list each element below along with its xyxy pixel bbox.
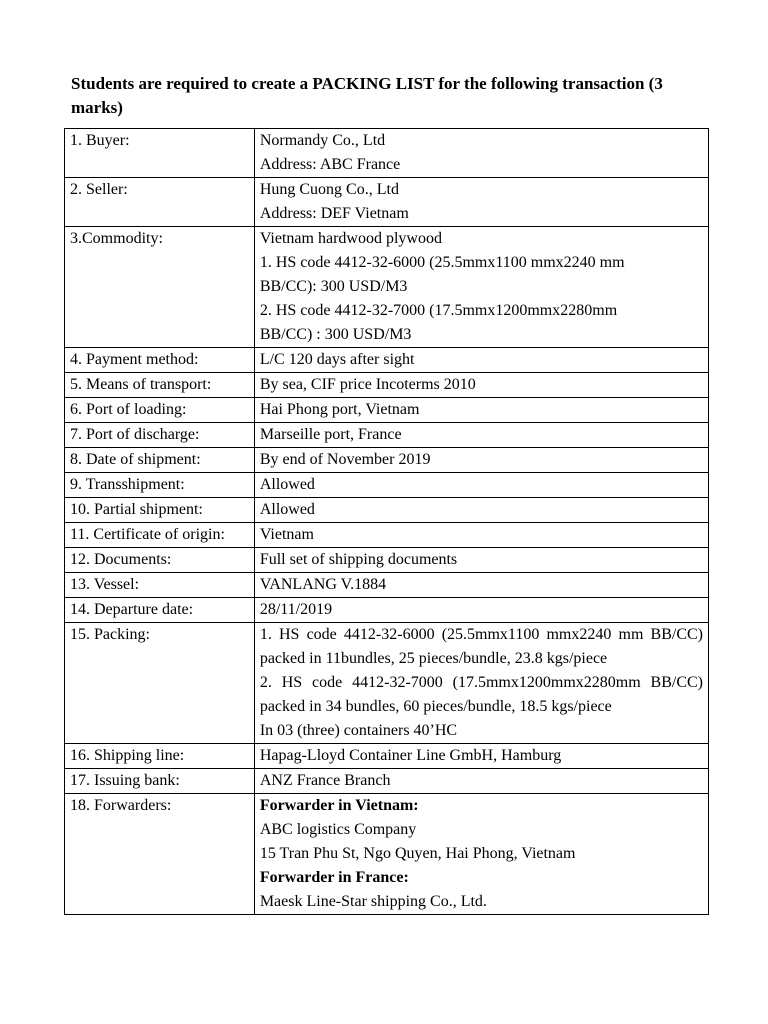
buyer-label: 1. Buyer:: [65, 129, 255, 178]
payment-label: 4. Payment method:: [65, 348, 255, 373]
departure-value: 28/11/2019: [254, 598, 708, 623]
forwarder-vietnam-address: 15 Tran Phu St, Ngo Quyen, Hai Phong, Vietnam: [259, 845, 576, 862]
assignment-heading: Students are required to create a PACKING LIST for the following transaction (3 marks): [71, 74, 663, 117]
forwarders-value: [254, 794, 708, 915]
loading-value: Hai Phong port, Vietnam: [254, 398, 708, 423]
table-row-departure: [65, 598, 709, 623]
commodity-item1-line1: 1. HS code 4412-32-6000 (25.5mmx1100 mmx2240 mm: [259, 254, 625, 271]
discharge-value: Marseille port, France: [254, 423, 708, 448]
table-row-shipment-date: [65, 448, 709, 473]
packing-item1: 1. HS code 4412-32-6000 (25.5mmx1100 mmx2240 mm BB/CC) packed in 11bundles, 25 pieces/bundle, 23.8 kgs/piece: [259, 626, 703, 667]
shipping-line-value: Hapag-Lloyd Container Line GmbH, Hamburg: [254, 744, 708, 769]
transshipment-label: 9. Transshipment:: [65, 473, 255, 498]
table-row-packing: [65, 623, 709, 744]
vessel-value: VANLANG V.1884: [254, 573, 708, 598]
documents-value: Full set of shipping documents: [254, 548, 708, 573]
table-row-buyer: [65, 129, 709, 178]
packing-value: [254, 623, 708, 744]
packing-containers: In 03 (three) containers 40’HC: [259, 722, 458, 739]
table-row-partial: [65, 498, 709, 523]
origin-label: 11. Certificate of origin:: [65, 523, 255, 548]
seller-label: 2. Seller:: [65, 178, 255, 227]
buyer-value: [254, 129, 708, 178]
commodity-item1-line2: BB/CC): 300 USD/M3: [259, 278, 408, 295]
forwarder-vietnam-company: ABC logistics Company: [259, 821, 417, 838]
table-row-transport: [65, 373, 709, 398]
table-row-payment: [65, 348, 709, 373]
buyer-address: Address: ABC France: [259, 156, 401, 173]
partial-label: 10. Partial shipment:: [65, 498, 255, 523]
commodity-label: 3.Commodity:: [65, 227, 255, 348]
forwarder-france-company: Maesk Line-Star shipping Co., Ltd.: [259, 893, 487, 910]
table-row-issuing-bank: [65, 769, 709, 794]
forwarder-france-heading: Forwarder in France:: [259, 869, 409, 886]
table-row-seller: [65, 178, 709, 227]
origin-value: Vietnam: [254, 523, 708, 548]
shipping-line-label: 16. Shipping line:: [65, 744, 255, 769]
forwarder-vietnam-heading: Forwarder in Vietnam:: [259, 797, 419, 814]
commodity-value: [254, 227, 708, 348]
seller-value: [254, 178, 708, 227]
table-row-shipping-line: [65, 744, 709, 769]
transaction-table: [64, 128, 709, 915]
transshipment-value: Allowed: [254, 473, 708, 498]
payment-value: L/C 120 days after sight: [254, 348, 708, 373]
table-row-vessel: [65, 573, 709, 598]
commodity-item2-line1: 2. HS code 4412-32-7000 (17.5mmx1200mmx2280mm: [259, 302, 618, 319]
discharge-label: 7. Port of discharge:: [65, 423, 255, 448]
documents-label: 12. Documents:: [65, 548, 255, 573]
packing-item2: 2. HS code 4412-32-7000 (17.5mmx1200mmx2280mm BB/CC) packed in 34 bundles, 60 pieces/bundle, 18.5 kgs/piece: [259, 674, 703, 715]
loading-label: 6. Port of loading:: [65, 398, 255, 423]
shipment-date-value: By end of November 2019: [254, 448, 708, 473]
issuing-bank-label: 17. Issuing bank:: [65, 769, 255, 794]
departure-label: 14. Departure date:: [65, 598, 255, 623]
transport-value: By sea, CIF price Incoterms 2010: [254, 373, 708, 398]
table-row-commodity: [65, 227, 709, 348]
commodity-item2-line2: BB/CC) : 300 USD/M3: [259, 326, 412, 343]
buyer-name: Normandy Co., Ltd: [259, 132, 386, 149]
commodity-title: Vietnam hardwood plywood: [259, 230, 442, 247]
seller-address: Address: DEF Vietnam: [259, 205, 409, 222]
transport-label: 5. Means of transport:: [65, 373, 255, 398]
table-row-loading: [65, 398, 709, 423]
partial-value: Allowed: [254, 498, 708, 523]
shipment-date-label: 8. Date of shipment:: [65, 448, 255, 473]
table-row-transshipment: [65, 473, 709, 498]
issuing-bank-value: ANZ France Branch: [254, 769, 708, 794]
forwarders-label: 18. Forwarders:: [65, 794, 255, 915]
vessel-label: 13. Vessel:: [65, 573, 255, 598]
packing-label: 15. Packing:: [65, 623, 255, 744]
table-row-discharge: [65, 423, 709, 448]
table-row-origin: [65, 523, 709, 548]
seller-name: Hung Cuong Co., Ltd: [259, 181, 399, 198]
table-row-documents: [65, 548, 709, 573]
table-row-forwarders: [65, 794, 709, 915]
